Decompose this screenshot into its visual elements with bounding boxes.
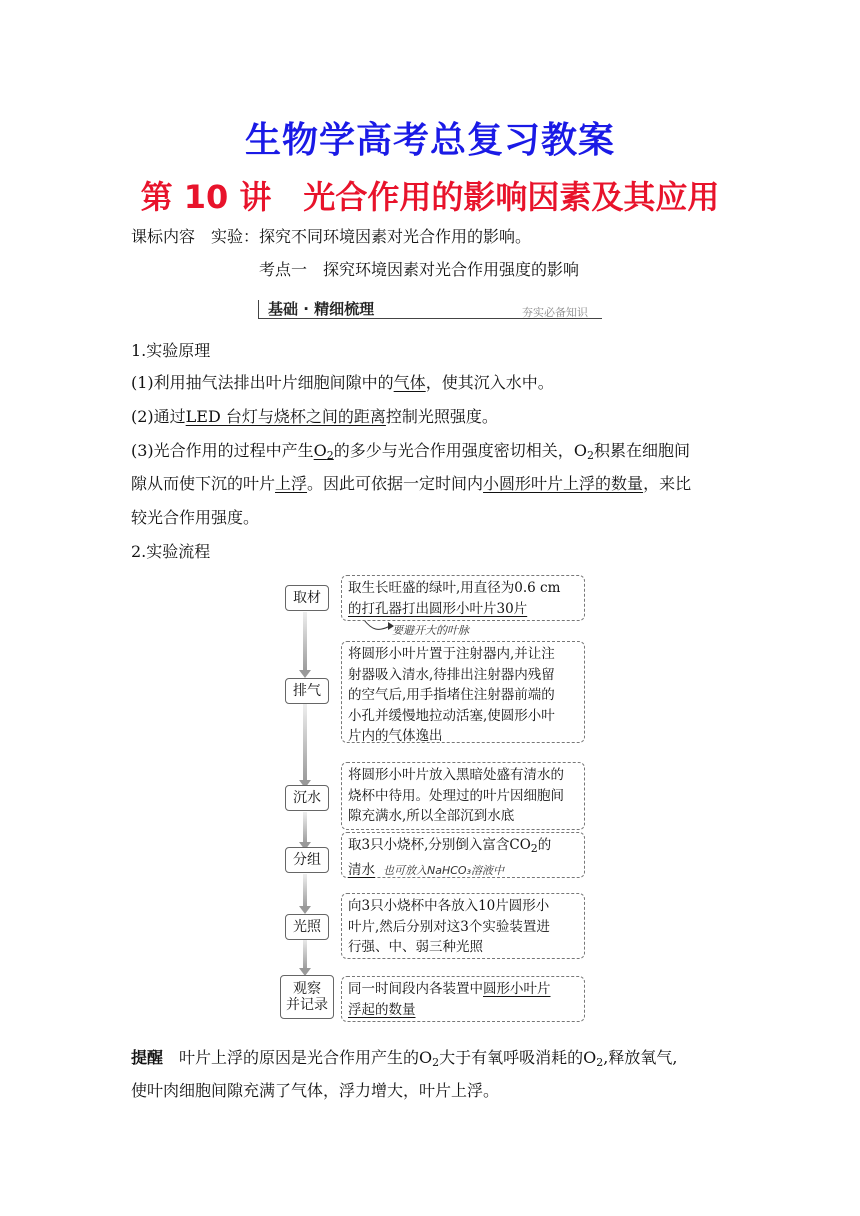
arrow-shaft	[303, 938, 307, 970]
subscript: 2	[530, 842, 538, 855]
principle-3-line3: 较光合作用强度。	[131, 508, 260, 527]
text: (1)利用抽气法排出叶片细胞间隙中的	[131, 373, 394, 392]
principle-1	[131, 372, 554, 394]
section-heading-procedure: 2.实验流程	[131, 542, 211, 561]
document-title: 生物学高考总复习教案	[244, 120, 615, 161]
box-line: 烧杯中待用。处理过的叶片因细胞间	[348, 787, 564, 804]
step-group: 分组	[285, 847, 329, 873]
section-heading-principle: 1.实验原理	[131, 341, 211, 360]
step-sink: 沉水	[285, 785, 329, 811]
arrow-head	[299, 670, 311, 678]
step-get-material: 取材	[285, 585, 329, 611]
curriculum-standard: 课标内容 实验：探究不同环境因素对光合作用的影响。	[131, 227, 532, 246]
handwritten-note: 也可放入NaHCO₃溶液中	[383, 863, 504, 877]
box-line: 浮起的数量	[348, 1001, 416, 1018]
underlined-answer: 气体	[393, 373, 426, 392]
arrow-shaft	[303, 704, 307, 782]
tip-label: 提醒	[131, 1048, 164, 1067]
annotation-arrow	[364, 620, 390, 629]
box-line	[348, 860, 578, 882]
text: 。因此可依据一定时间内	[307, 474, 484, 493]
subscript: 2	[586, 449, 594, 462]
text: O	[313, 441, 327, 460]
topic-heading: 考点一 探究环境因素对光合作用强度的影响	[259, 260, 580, 279]
step-sink-box	[341, 762, 585, 830]
text: ，使其沉入水中。	[425, 373, 554, 392]
subscript: 2	[326, 449, 334, 462]
section-banner	[258, 296, 602, 322]
text: 大于有氧呼吸消耗的	[439, 1048, 584, 1067]
box-line: 隙充满水,所以全部沉到水底	[348, 808, 515, 824]
text: 的	[537, 837, 552, 853]
text: 积累在细胞间	[593, 441, 690, 460]
principle-2	[131, 406, 498, 428]
principle-3-line2	[131, 473, 691, 495]
text: (2)通过	[131, 407, 186, 426]
box-line: 取生长旺盛的绿叶,用直径为0.6 cm	[348, 580, 561, 596]
box-line: 行强、中、弱三种光照	[348, 939, 483, 955]
subscript: 2	[432, 1056, 440, 1069]
step-degas-box	[341, 641, 585, 743]
box-line: 同一时间段内各装置中圆形小叶片	[348, 981, 551, 997]
text: 观察	[293, 981, 321, 997]
box-line: 向3只小烧杯中各放入10片圆形小	[348, 898, 550, 914]
text: 的多少与光合作用强度密切相关，	[333, 441, 574, 460]
banner-rule	[258, 318, 602, 319]
tip-line2: 使叶肉细胞间隙充满了气体，浮力增大，叶片上浮。	[131, 1081, 500, 1100]
underlined-answer: 上浮	[275, 474, 308, 493]
box-line: 片内的气体逸出	[348, 728, 443, 744]
text: 清水	[348, 861, 375, 878]
tip-line1	[131, 1047, 677, 1074]
box-line: 将圆形小叶片放入黑暗处盛有清水的	[348, 767, 564, 783]
principle-3-line1	[131, 440, 690, 467]
text: 取3只小烧杯,分别倒入富含CO	[348, 837, 531, 853]
box-line: 的空气后,用手指堵住注射器前端的	[348, 687, 555, 703]
o2-underlined	[314, 441, 334, 460]
underlined-answer: LED 台灯与烧杯之间的距离	[185, 407, 386, 426]
step-degas: 排气	[285, 678, 329, 704]
box-line: 射器吸入清水,待排出注射器内残留	[348, 666, 555, 683]
banner-tick	[258, 300, 259, 319]
handwritten-note: 要避开大的叶脉	[392, 624, 469, 637]
text: 叶片上浮的原因是光合作用产生的	[163, 1048, 420, 1067]
banner-left-label: 基础 · 精细梳理	[268, 300, 375, 318]
subscript: 2	[596, 1056, 604, 1069]
step-get-material-box	[341, 575, 585, 621]
banner-right-label: 夯实必备知识	[522, 306, 588, 319]
text: O	[419, 1048, 433, 1067]
text: O	[573, 441, 587, 460]
underlined-answer: 小圆形叶片上浮的数量	[483, 474, 644, 493]
text: ，来比	[643, 474, 692, 493]
step-illuminate: 光照	[285, 914, 329, 940]
text: O	[583, 1048, 597, 1067]
text: 控制光照强度。	[385, 407, 498, 426]
text: 隙从而使下沉的叶片	[131, 474, 276, 493]
box-line: 的打孔器打出圆形小叶片30片	[348, 600, 528, 617]
arrow-shaft	[303, 812, 307, 844]
box-line: 叶片,然后分别对这3个实验装置进	[348, 918, 550, 935]
box-line: 将圆形小叶片置于注射器内,并让注	[348, 646, 555, 662]
box-line: 小孔并缓慢地拉动活塞,使圆形小叶	[348, 707, 555, 724]
box-line	[348, 835, 578, 860]
step-observe-record	[280, 975, 334, 1019]
step-observe-record-box	[341, 976, 585, 1022]
step-illuminate-box	[341, 893, 585, 959]
text: (3)光合作用的过程中产生	[131, 441, 314, 460]
text: ,释放氧气,	[603, 1048, 678, 1067]
step-group-box	[341, 832, 585, 878]
arrow-head	[299, 906, 311, 914]
arrow-shaft	[303, 874, 307, 908]
lecture-title: 第 10 讲 光合作用的影响因素及其应用	[140, 178, 720, 216]
text: 并记录	[286, 997, 328, 1013]
arrow-shaft	[303, 612, 307, 672]
